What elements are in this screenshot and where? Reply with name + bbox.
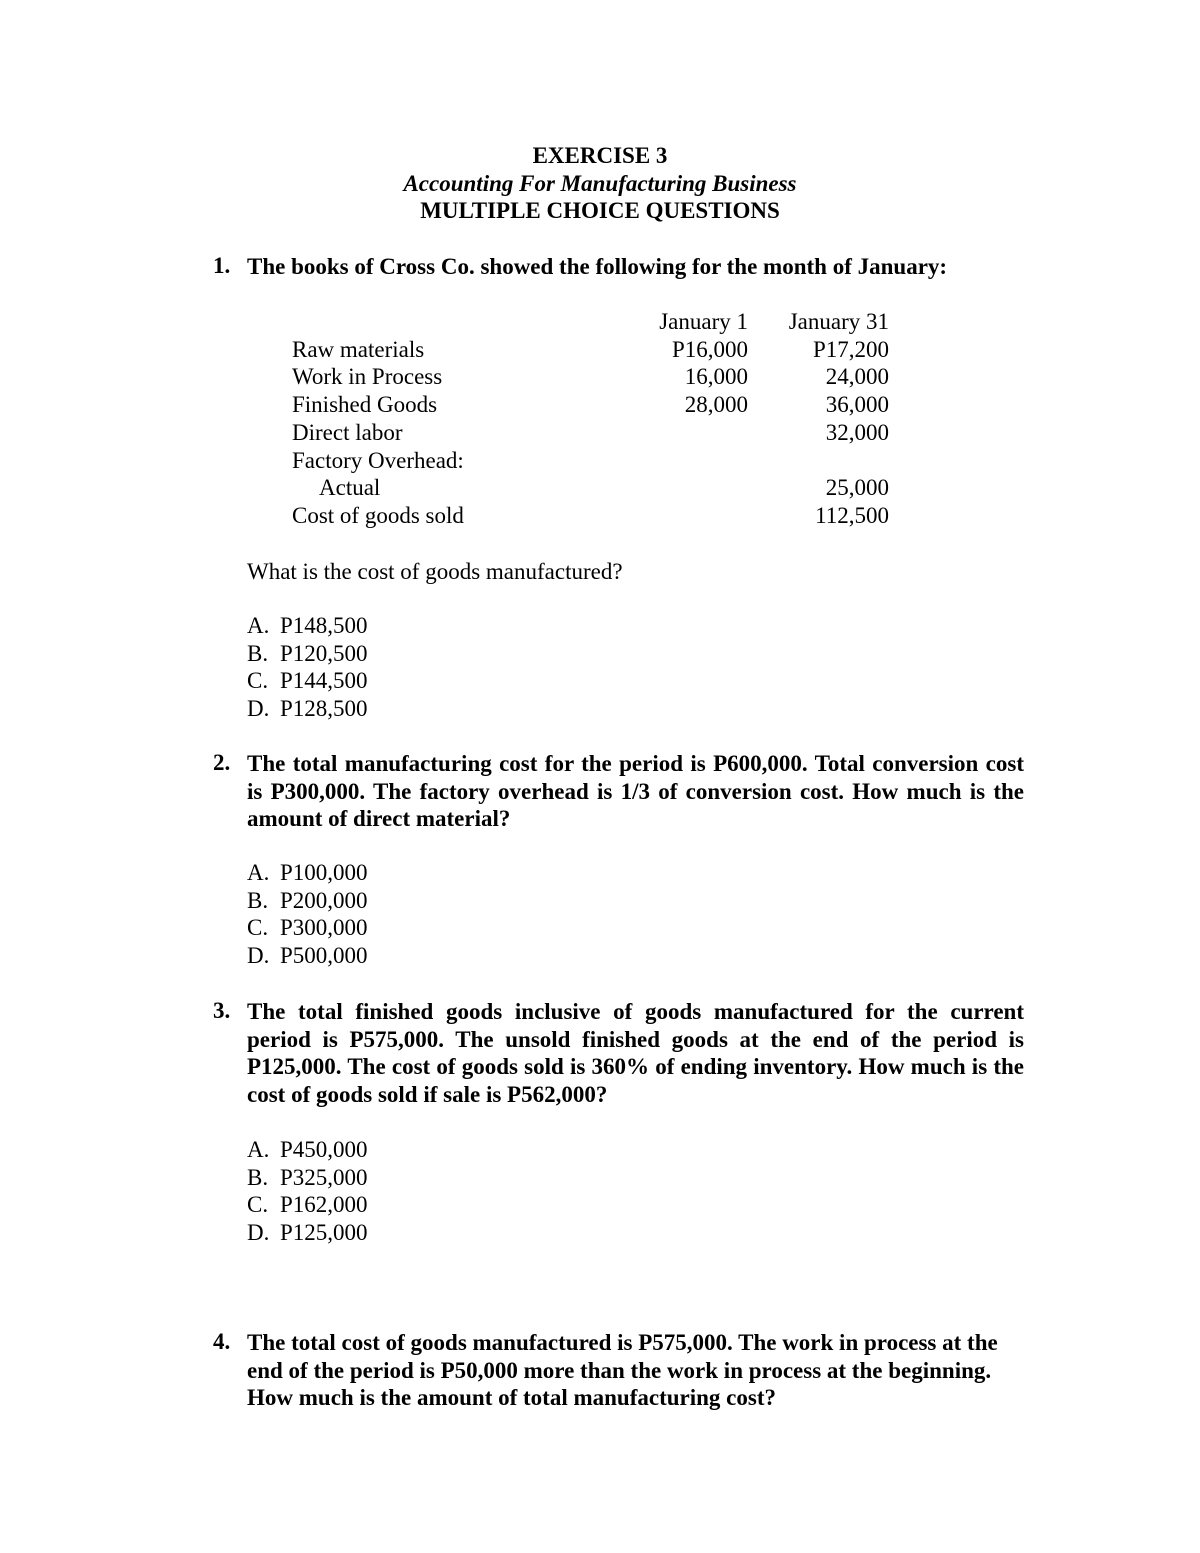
- option-letter: D.: [247, 695, 270, 721]
- option-letter: A.: [247, 1137, 270, 1162]
- cell-value: P16,000: [671, 336, 748, 362]
- question-text: The books of Cross Co. showed the following for the month of January:: [247, 254, 948, 279]
- answer-options: [247, 859, 368, 969]
- question-text: The total finished goods inclusive of goods manufactured for the current period is P575,000. The unsold finished goods at the end of the period is P125,000. The cost of goods sold is 360% of ending inventory. How much is the cost of goods sold if sale is P562,000?: [247, 999, 1024, 1107]
- question-prompt: What is the cost of goods manufactured?: [247, 559, 623, 584]
- cell-value: [652, 502, 748, 530]
- option-letter: A.: [247, 613, 270, 638]
- cell-value: 112,500: [815, 502, 889, 528]
- option-letter: C.: [247, 915, 269, 941]
- option-letter: A.: [247, 860, 270, 885]
- option-b: [247, 1164, 368, 1192]
- row-label: Finished Goods: [292, 392, 438, 418]
- option-text: P120,500: [280, 640, 368, 666]
- column-header: January 1: [659, 309, 748, 334]
- cell-value: 25,000: [825, 475, 889, 501]
- table-row: [292, 391, 889, 419]
- row-label: Cost of goods sold: [292, 502, 464, 528]
- option-text: P450,000: [280, 1137, 368, 1162]
- option-c: [247, 667, 368, 695]
- option-d: [247, 1219, 368, 1247]
- question-number: 2.: [213, 750, 231, 775]
- question-number: 1.: [213, 253, 231, 278]
- option-b: [247, 887, 368, 915]
- table-row: [292, 474, 889, 502]
- option-a: [247, 1136, 368, 1164]
- option-letter: B.: [247, 1164, 269, 1190]
- table-row: [292, 363, 889, 391]
- table-row: [292, 419, 889, 447]
- table-row: [292, 502, 889, 530]
- option-d: [247, 695, 368, 723]
- cell-value: 32,000: [825, 419, 889, 445]
- column-header: January 31: [788, 309, 889, 334]
- option-letter: D.: [247, 1219, 270, 1245]
- question-text: The total manufacturing cost for the period is P600,000. Total conversion cost is P300,000. The factory overhead is 1/3 of conversion cost. How much is the amount of direct material?: [247, 751, 1024, 832]
- cell-value: [652, 447, 748, 475]
- cell-value: [748, 447, 889, 475]
- exercise-title: EXERCISE 3: [532, 143, 668, 168]
- option-text: P128,500: [280, 695, 368, 721]
- option-text: P125,000: [280, 1219, 368, 1245]
- answer-options: [247, 612, 368, 722]
- option-c: [247, 1191, 368, 1219]
- row-label: Work in Process: [292, 364, 443, 390]
- option-text: P162,000: [280, 1192, 368, 1218]
- option-letter: B.: [247, 640, 269, 666]
- cell-value: [652, 419, 748, 447]
- answer-options: [247, 1136, 368, 1246]
- cell-value: 24,000: [825, 364, 889, 390]
- option-letter: B.: [247, 887, 269, 913]
- row-label: Factory Overhead:: [292, 447, 464, 473]
- option-d: [247, 942, 368, 970]
- option-text: P200,000: [280, 887, 368, 913]
- option-a: [247, 612, 368, 640]
- question-number: 3.: [213, 998, 231, 1023]
- option-text: P300,000: [280, 915, 368, 941]
- option-text: P325,000: [280, 1164, 368, 1190]
- option-c: [247, 914, 368, 942]
- option-b: [247, 640, 368, 668]
- question-number: 4.: [213, 1329, 231, 1354]
- option-text: P500,000: [280, 942, 368, 968]
- inventory-table: [292, 308, 889, 530]
- option-text: P100,000: [280, 860, 368, 885]
- option-letter: D.: [247, 942, 270, 968]
- option-letter: C.: [247, 1192, 269, 1218]
- row-label: Raw materials: [292, 336, 425, 362]
- table-row: [292, 336, 889, 364]
- cell-value: 36,000: [825, 392, 889, 418]
- option-text: P144,500: [280, 668, 368, 694]
- option-letter: C.: [247, 668, 269, 694]
- document-header: [0, 142, 1200, 225]
- option-text: P148,500: [280, 613, 368, 638]
- table-row: [292, 447, 889, 475]
- cell-value: [652, 474, 748, 502]
- row-label: Direct labor: [292, 419, 403, 445]
- subject-title: Accounting For Manufacturing Business: [403, 170, 797, 196]
- option-a: [247, 859, 368, 887]
- row-label: Actual: [319, 475, 381, 501]
- question-text: The total cost of goods manufactured is P575,000. The work in process at the end of the period is P50,000 more than the work in process at the beginning. How much is the amount of total manufacturing cost?: [247, 1330, 998, 1411]
- section-title: MULTIPLE CHOICE QUESTIONS: [420, 198, 780, 224]
- cell-value: 16,000: [684, 364, 748, 390]
- cell-value: 28,000: [684, 392, 748, 418]
- cell-value: P17,200: [812, 336, 889, 362]
